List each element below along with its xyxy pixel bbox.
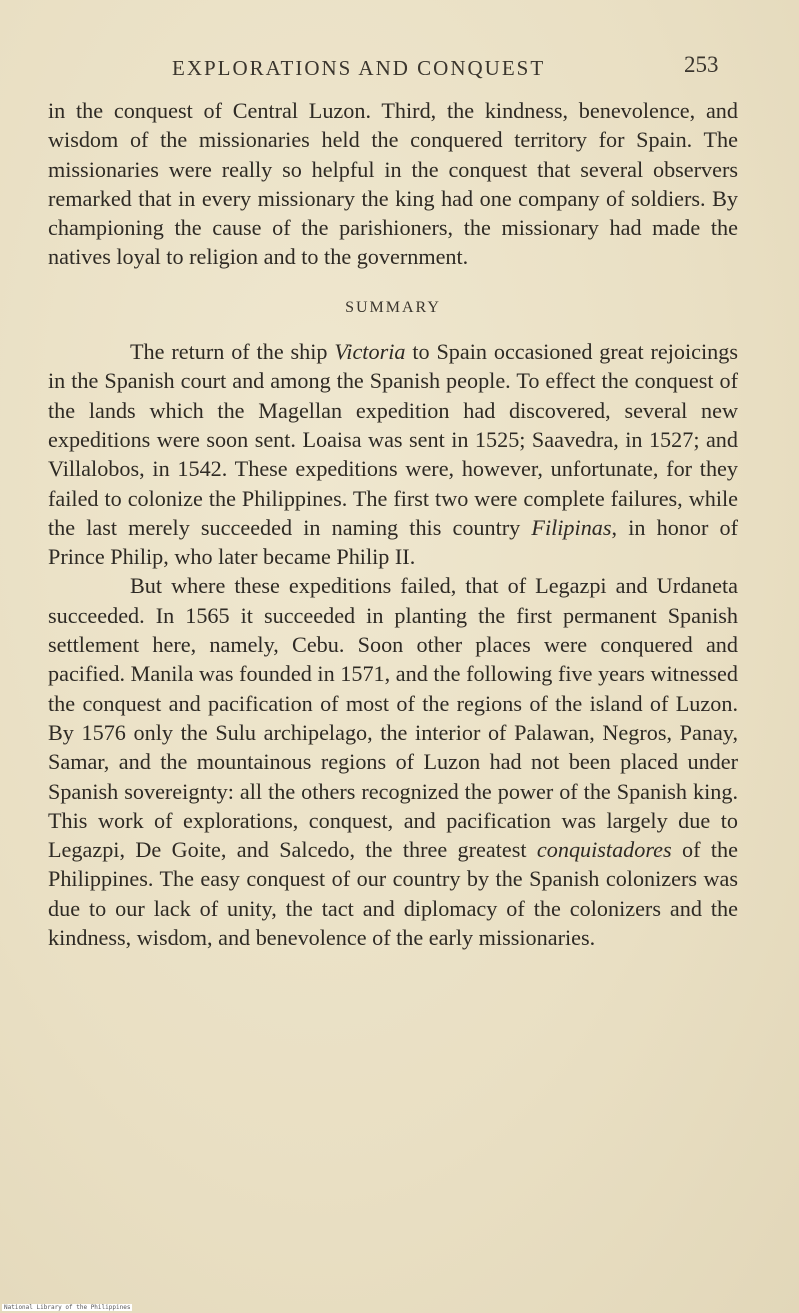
running-title: EXPLORATIONS AND CONQUEST bbox=[172, 56, 546, 80]
summary-paragraph-2 bbox=[48, 571, 738, 952]
country-name-italic: Filipinas bbox=[531, 514, 612, 540]
summary-paragraph-1 bbox=[48, 337, 738, 571]
running-head bbox=[0, 52, 799, 86]
summary-p2-text-a: But where these expeditions failed, that of Legazpi and Urdaneta succeeded. In 1565 it succeeded in planting the first permanent Spanish settlement here, namely, Cebu. Soon other places were conquered and pacified. Manila was founded in 1571, and the following five years witnessed the conquest and pacification of most of the regions of the island of Luzon. By 1576 only the Sulu archipelago, the interior of Palawan, Negros, Panay, Samar, and the mountainous regions of Luzon had not been placed under Spanish sovereignty: all the others recognized the power of the Spanish king. This work of explorations, conquest, and pacification was largely due to Legazpi, De Goite, and Salcedo, the three greatest bbox=[48, 573, 738, 863]
page-number: 253 bbox=[684, 52, 719, 77]
section-heading-summary: SUMMARY bbox=[345, 298, 441, 316]
ship-name-italic: Victoria bbox=[334, 339, 406, 365]
paragraph-continued: in the conquest of Central Luzon. Third, the kindness, benevolence, and wisdom of the missionaries held the conquered territory for Spain. The missionaries were really so helpful in the conquest that several observers remarked that in every missionary the king had one company of soldiers. By championing the cause of the parishioners, the missionary had made the natives loyal to religion and to the government. bbox=[48, 98, 738, 270]
summary-p1-text-c: , in honor of Prince Philip, who later became Philip II. bbox=[48, 514, 738, 570]
body-text bbox=[48, 96, 738, 952]
summary-p2-text-b: of the Philippines. The easy conquest of our country by the Spanish colonizers was due to our lack of unity, the tact and diplomacy of the colonizers and the kindness, wisdom, and benevolence of the early missionaries. bbox=[48, 837, 738, 951]
library-credit: National Library of the Philippines bbox=[4, 1304, 131, 1311]
summary-p1-text-b: to Spain occasioned great rejoicings in the Spanish court and among the Spanish people. To effect the conquest of the lands which the Magellan expedition had discovered, several new expeditions were soon sent. Loaisa was sent in 1525; Saavedra, in 1527; and Villalobos, in 1542. These expeditions were, however, unfortunate, for they failed to colonize the Philippines. The first two were complete failures, while the last merely succeeded in naming this country bbox=[48, 339, 739, 540]
conquistadores-italic: conquistadores bbox=[536, 837, 672, 863]
summary-p1-text-a: The return of the ship bbox=[130, 339, 335, 365]
